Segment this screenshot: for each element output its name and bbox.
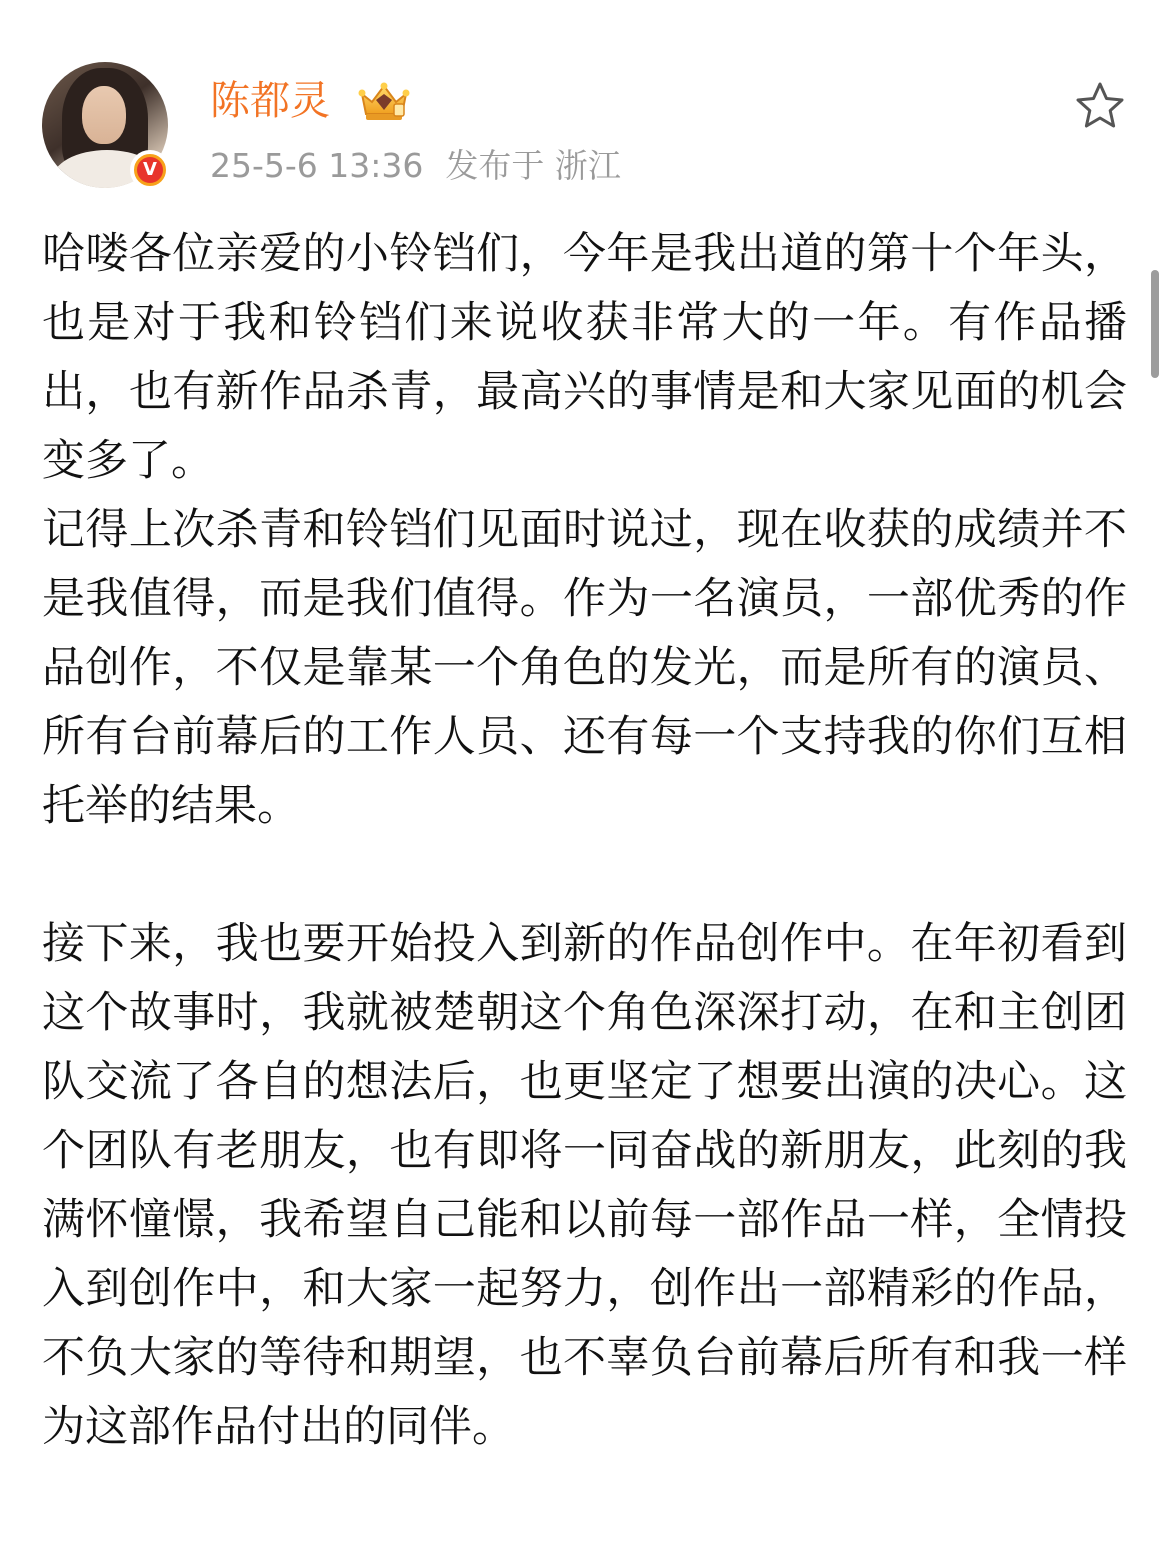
verified-badge-icon	[130, 150, 170, 190]
post-paragraph-3: 接下来，我也要开始投入到新的作品创作中。在年初看到这个故事时，我就被楚朝这个角色深深打动，在和主创团队交流了各自的想法后，也更坚定了想要出演的决心。这个团队有老朋友，也有即将一同奋战的新朋友，此刻的我满怀憧憬，我希望自己能和以前每一部作品一样，全情投入到创作中，和大家一起努力，创作出一部精彩的作品，不负大家的等待和期望，也不辜负台前幕后所有和我一样为这部作品付出的同伴。	[42, 919, 1127, 1452]
post-paragraph-2: 记得上次杀青和铃铛们见面时说过，现在收获的成绩并不是我值得，而是我们值得。作为一名演员，一部优秀的作品创作，不仅是靠某一个角色的发光，而是所有的演员、所有台前幕后的工作人员、还有每一个支持我的你们互相托举的结果。	[42, 505, 1127, 831]
avatar-face	[82, 86, 126, 144]
paragraph-gap	[42, 841, 1127, 910]
post-timestamp: 25-5-6 13:36	[210, 146, 424, 185]
post-location: 发布于 浙江	[445, 146, 621, 185]
post-paragraph-1: 哈喽各位亲爱的小铃铛们，今年是我出道的第十个年头，也是对于我和铃铛们来说收获非常大的一年。有作品播出，也有新作品杀青，最高兴的事情是和大家见面的机会变多了。	[42, 229, 1127, 486]
post-content	[42, 220, 1127, 1462]
post-header	[42, 62, 1132, 192]
post-meta	[210, 144, 643, 188]
scrollbar[interactable]	[1151, 270, 1159, 378]
author-name[interactable]: 陈都灵	[210, 78, 330, 124]
star-outline-icon[interactable]	[1074, 80, 1126, 132]
crown-icon	[356, 80, 412, 124]
verified-badge-letter: V	[137, 157, 163, 183]
